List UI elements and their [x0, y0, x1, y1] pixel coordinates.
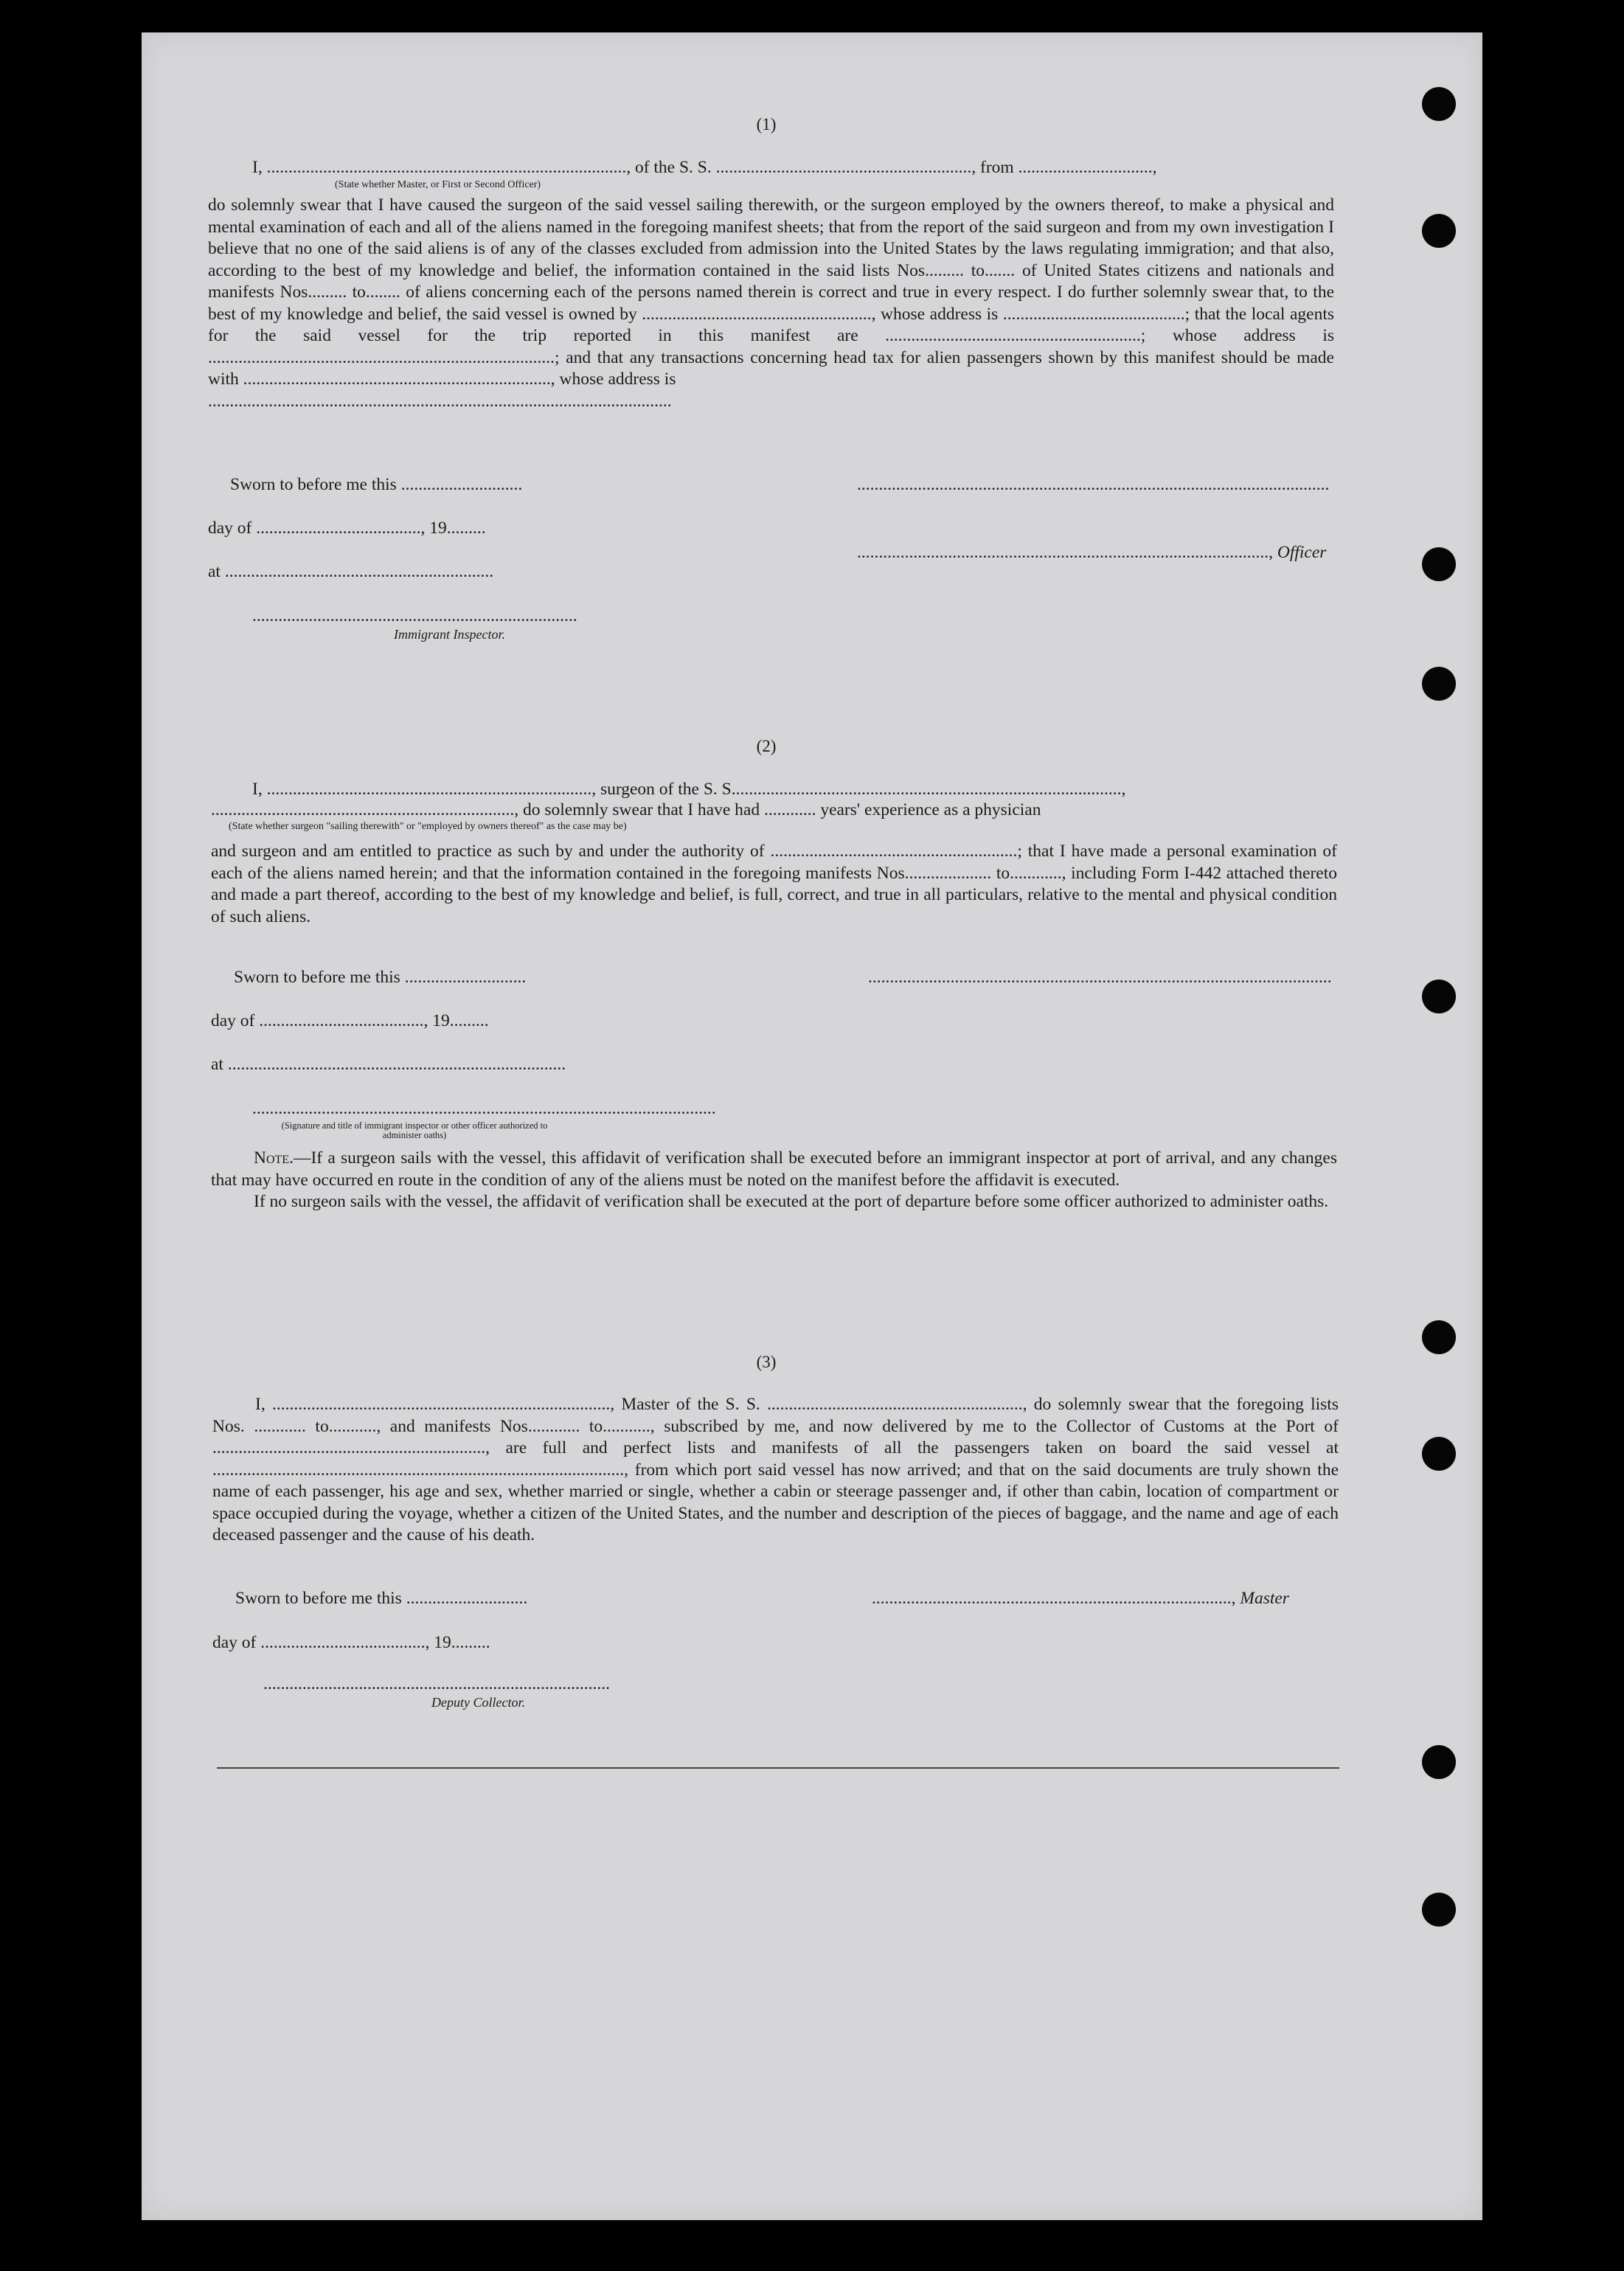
official-signature-line: ...........................................................................................................	[252, 1099, 716, 1118]
punch-hole	[1422, 1745, 1456, 1779]
inspector-caption: Immigrant Inspector.	[394, 627, 505, 642]
section-number: (3)	[756, 1353, 777, 1371]
day-line: day of ......................................, 19.........	[212, 1633, 490, 1652]
section-number: (1)	[756, 115, 777, 134]
master-signature-line	[872, 1589, 1289, 1609]
day-line: day of ......................................, 19.........	[211, 1011, 489, 1030]
punch-hole	[1422, 547, 1456, 581]
punch-hole	[1422, 1320, 1456, 1354]
at-line: at ..............................................................	[208, 562, 494, 581]
surgeon-body: and surgeon and am entitled to practice as such by and under the authority of .........................................................; that I have made a personal examination of each of the aliens named herein; and that the information contained in the foregoing manifests Nos.................... to............, including Form I-442 attached thereto and made a part thereof, according to the best of my knowledge and belief, is full, correct, and true in all particulars, relative to the mental and physical condition of such aliens.	[211, 842, 1337, 926]
form-sheet	[142, 32, 1482, 2220]
oath-body-text: do solemnly swear that I have caused the surgeon of the said vessel sailing therewith, or the surgeon employed by the owners thereof, to make a physical and mental examination of each and all of the aliens named in the foregoing manifest sheets; that from the report of the said surgeon and from my own investigation I believe that no one of the said aliens is of any of the classes excluded from admission into the United States by the laws regulating immigration; and that also, according to the best of my knowledge and belief, the information contained in the said lists Nos......... to....... of United States citizens and nationals and manifests Nos......... to........ of aliens concerning each of the persons named therein is correct and true in every respect. I do further solemnly swear that, to the best of my knowledge and belief, the said vessel is owned by ....................................................., whose address is ..........................................; that the local agents for the said vessel for the trip reported in this manifest are ...........................................................; whose address is ................................................................................; and that any transactions concerning head tax for alien passengers shown by this manifest should be made with ......................................................................., whose address is	[208, 195, 1334, 389]
punch-hole	[1422, 214, 1456, 248]
officer-title-line	[857, 543, 1326, 563]
surgeon-opening-line: I, ..........................................................................., surgeon of the S. S..........................................................................................,	[252, 780, 1126, 799]
oath-opening-line: I, ..................................................................................., of the S. S. ..........................................................., from ...............................,	[252, 158, 1157, 177]
inspector-signature-line: ...........................................................................	[252, 606, 577, 625]
officer-title-dots: ...............................................................................................,	[857, 543, 1277, 562]
note-second: If no surgeon sails with the vessel, the affidavit of verification shall be executed at the port of departure before some officer authorized to administer oaths.	[254, 1192, 1329, 1211]
at-line: at ..............................................................................	[211, 1055, 566, 1074]
surgeon-caption: (State whether surgeon "sailing therewith" or "employed by owners thereof" as the case may be)	[229, 821, 627, 832]
punch-hole	[1422, 980, 1456, 1013]
master-body: I, .............................................................................., Master of the S. S. ..........................................................., do solemnly swear that the foregoing lists Nos. ............ to..........., and manifests Nos............ to..........., subscribed by me, and now delivered by me to the Collector of Customs at the Port of ..............................................................., are full and perfect lists and manifests of all the passengers taken on board the said vessel at ..............................................................................................., from which port said vessel has now arrived; and that on the said documents are truly shown the name of each passenger, his age and sex, whether married or single, whether a cabin or steerage passenger and, if other than cabin, location of compartment or space occupied during the voyage, whether a citizen of the United States, and the number and description of the pieces of baggage, and the name and age of each deceased passenger and the cause of his death.	[212, 1395, 1339, 1544]
collector-caption: Deputy Collector.	[431, 1695, 525, 1710]
surgeon-experience-line: ......................................................................, do solemnly swear that I have had ............ years' experience as a physician	[211, 800, 1041, 819]
surgeon-signature-line: ...........................................................................................................	[868, 968, 1332, 987]
note-body: —If a surgeon sails with the vessel, this affidavit of verification shall be executed before an immigrant inspector at port of arrival, and any changes that may have occurred en route in the condition of any of the aliens must be noted on the manifest before the affidavit is executed.	[211, 1148, 1337, 1190]
sworn-line: Sworn to before me this ............................	[230, 475, 523, 494]
punch-hole	[1422, 1893, 1456, 1927]
official-caption: (Signature and title of immigrant inspector or other officer authorized to administer oaths)	[281, 1120, 548, 1140]
officer-label: Officer	[1277, 543, 1327, 562]
sworn-line: Sworn to before me this ............................	[235, 1589, 528, 1608]
section-number: (2)	[756, 737, 777, 755]
officer-caption: (State whether Master, or First or Second Officer)	[335, 179, 541, 190]
collector-signature-line: ................................................................................	[263, 1674, 610, 1693]
punch-hole	[1422, 1437, 1456, 1471]
note-text	[211, 1148, 1337, 1191]
oath-body	[208, 195, 1334, 412]
master-signature-dots: ...................................................................................,	[872, 1589, 1240, 1608]
sworn-line: Sworn to before me this ............................	[234, 968, 527, 987]
note-paragraph	[211, 1148, 1337, 1213]
punch-hole	[1422, 667, 1456, 701]
punch-hole	[1422, 87, 1456, 121]
note-label: Note.	[254, 1148, 294, 1168]
bottom-rule	[217, 1767, 1339, 1769]
master-label: Master	[1240, 1589, 1289, 1608]
day-line: day of ......................................, 19.........	[208, 519, 486, 538]
oath-body-tail: ...........................................................................................................	[208, 391, 672, 411]
officer-signature-line: .............................................................................................................	[857, 475, 1330, 494]
